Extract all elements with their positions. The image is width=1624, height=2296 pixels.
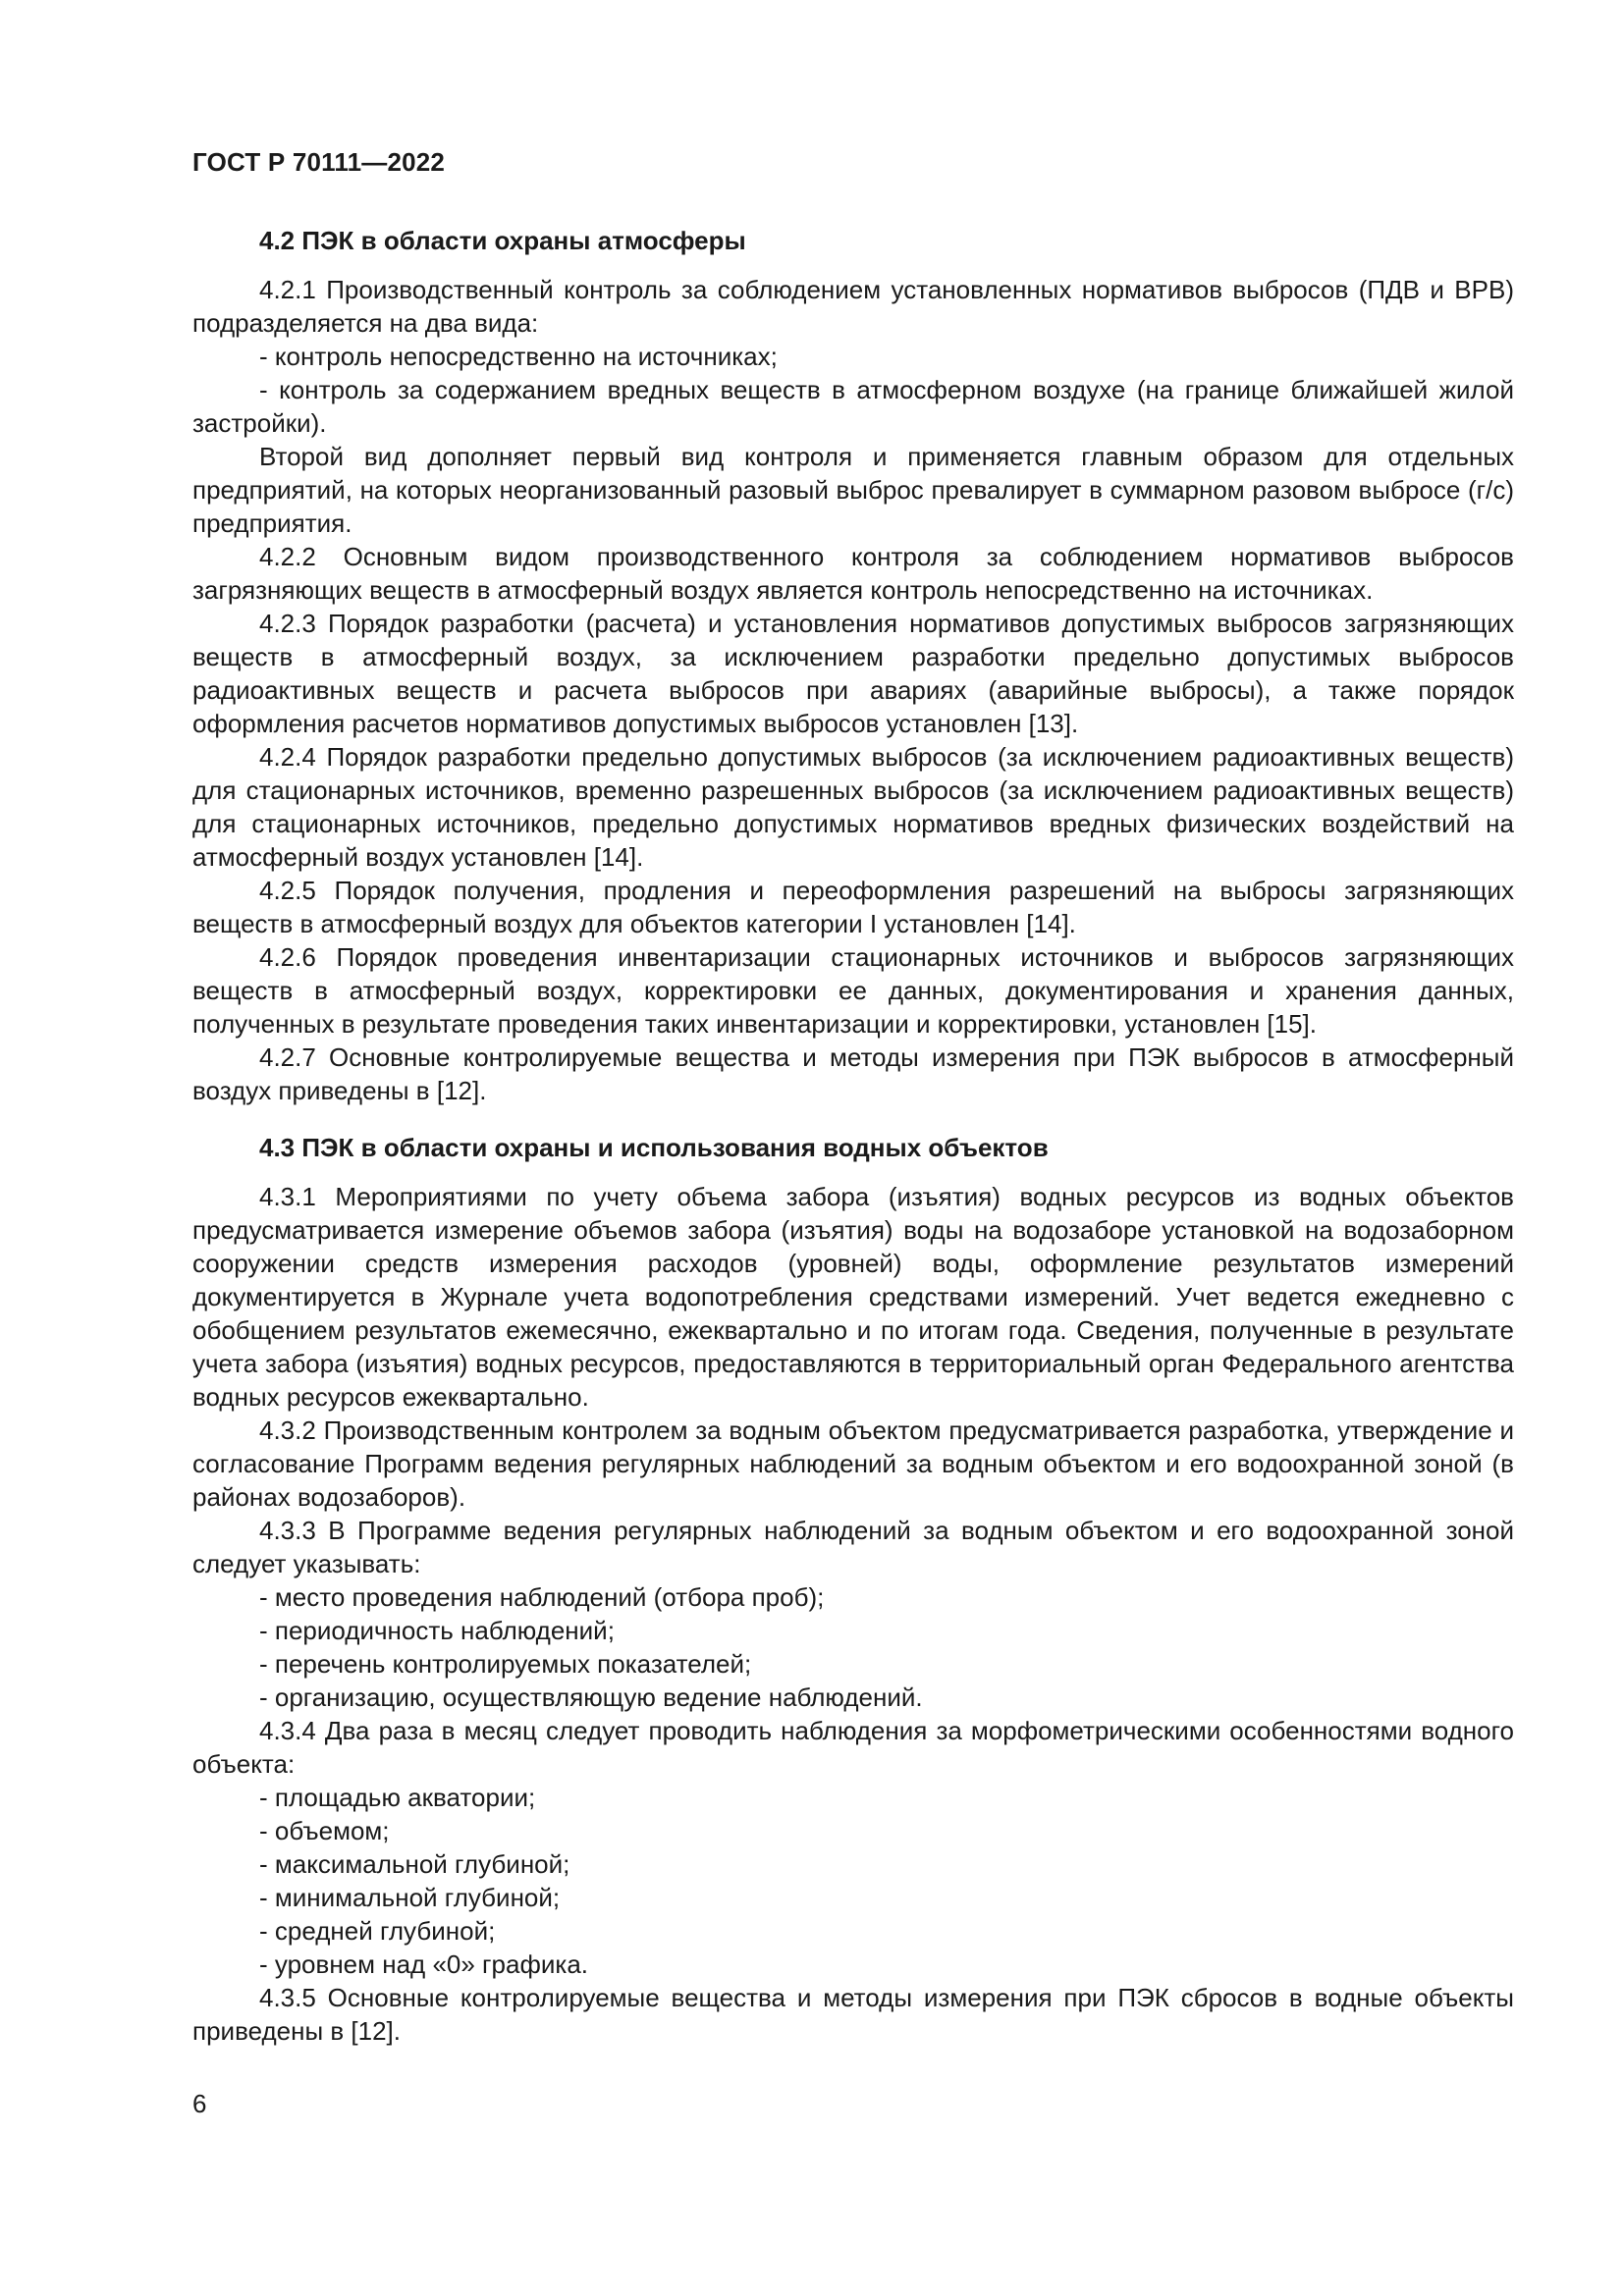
paragraph-4-2-5: 4.2.5 Порядок получения, продления и переоформления разрешений на выбросы загрязняющих веществ в атмосферный воздух для объектов категории I установлен [14].	[192, 876, 1514, 938]
list-item: - минимальной глубиной;	[259, 1883, 561, 1912]
list-item: - объемом;	[259, 1816, 390, 1845]
paragraph-4-3-5: 4.3.5 Основные контролируемые вещества и методы измерения при ПЭК сбросов в водные объекты приведены в [12].	[192, 1983, 1514, 2046]
paragraph-4-2-6: 4.2.6 Порядок проведения инвентаризации стационарных источников и выбросов загрязняющих веществ в атмосферный воздух, корректировки ее данных, документирования и хранения данных, полученных в результате проведения таких инвентаризации и корректировки, установлен [15].	[192, 942, 1514, 1039]
list-item: - контроль непосредственно на источниках;	[259, 342, 778, 371]
document-header: ГОСТ Р 70111—2022	[192, 147, 446, 177]
paragraph-4-2-1: 4.2.1 Производственный контроль за соблюдением установленных нормативов выбросов (ПДВ и ВРВ) подразделяется на два вида:	[192, 275, 1514, 338]
paragraph-4-2-2: 4.2.2 Основным видом производственного контроля за соблюдением нормативов выбросов загрязняющих веществ в атмосферный воздух является контроль непосредственно на источниках.	[192, 542, 1514, 605]
list-item: - средней глубиной;	[259, 1916, 496, 1946]
page-number: 6	[192, 2089, 207, 2118]
section-heading-4-2: 4.2 ПЭК в области охраны атмосферы	[259, 226, 746, 255]
paragraph-4-2-1-note: Второй вид дополняет первый вид контроля и применяется главным образом для отдельных предприятий, на которых неорганизованный разовый выброс превалирует в суммарном разовом выбросе (г/с) предприятия.	[192, 442, 1514, 538]
paragraph-4-2-7: 4.2.7 Основные контролируемые вещества и методы измерения при ПЭК выбросов в атмосферный воздух приведены в [12].	[192, 1042, 1514, 1105]
list-item: - периодичность наблюдений;	[259, 1616, 615, 1645]
list-item: - контроль за содержанием вредных веществ в атмосферном воздухе (на границе ближайшей жилой застройки).	[192, 375, 1514, 438]
list-item: - площадью акватории;	[259, 1783, 536, 1812]
list-item: - организацию, осуществляющую ведение наблюдений.	[259, 1682, 923, 1712]
paragraph-4-3-3: 4.3.3 В Программе ведения регулярных наблюдений за водным объектом и его водоохранной зоной следует указывать:	[192, 1516, 1514, 1578]
list-item: - перечень контролируемых показателей;	[259, 1649, 752, 1679]
paragraph-4-2-3: 4.2.3 Порядок разработки (расчета) и установления нормативов допустимых выбросов загрязняющих веществ в атмосферный воздух, за исключением разработки предельно допустимых выбросов радиоактивных веществ и расчета выбросов при авариях (аварийные выбросы), а также порядок оформления расчетов нормативов допустимых выбросов установлен [13].	[192, 609, 1514, 738]
list-item: - место проведения наблюдений (отбора проб);	[259, 1582, 825, 1612]
paragraph-4-3-4: 4.3.4 Два раза в месяц следует проводить наблюдения за морфометрическими особенностями водного объекта:	[192, 1716, 1514, 1779]
paragraph-4-2-4: 4.2.4 Порядок разработки предельно допустимых выбросов (за исключением радиоактивных веществ) для стационарных источников, временно разрешенных выбросов (за исключением радиоактивных веществ) для стационарных источников, предельно допустимых нормативов вредных физических воздействий на атмосферный воздух установлен [14].	[192, 742, 1514, 872]
paragraph-4-3-2: 4.3.2 Производственным контролем за водным объектом предусматривается разработка, утверждение и согласование Программ ведения регулярных наблюдений за водным объектом и его водоохранной зоной (в районах водозаборов).	[192, 1415, 1514, 1512]
section-heading-4-3: 4.3 ПЭК в области охраны и использования водных объектов	[259, 1133, 1049, 1162]
document-body	[192, 224, 1514, 2048]
paragraph-4-3-1: 4.3.1 Мероприятиями по учету объема забора (изъятия) водных ресурсов из водных объектов предусматривается измерение объемов забора (изъятия) воды на водозаборе установкой на водозаборном сооружении средств измерения расходов (уровней) воды, оформление результатов измерений документируется в Журнале учета водопотребления средствами измерений. Учет ведется ежедневно с обобщением результатов ежемесячно, ежеквартально и по итогам года. Сведения, полученные в результате учета забора (изъятия) водных ресурсов, предоставляются в территориальный орган Федерального агентства водных ресурсов ежеквартально.	[192, 1182, 1514, 1412]
list-item: - уровнем над «0» графика.	[259, 1949, 589, 1979]
list-item: - максимальной глубиной;	[259, 1849, 570, 1879]
